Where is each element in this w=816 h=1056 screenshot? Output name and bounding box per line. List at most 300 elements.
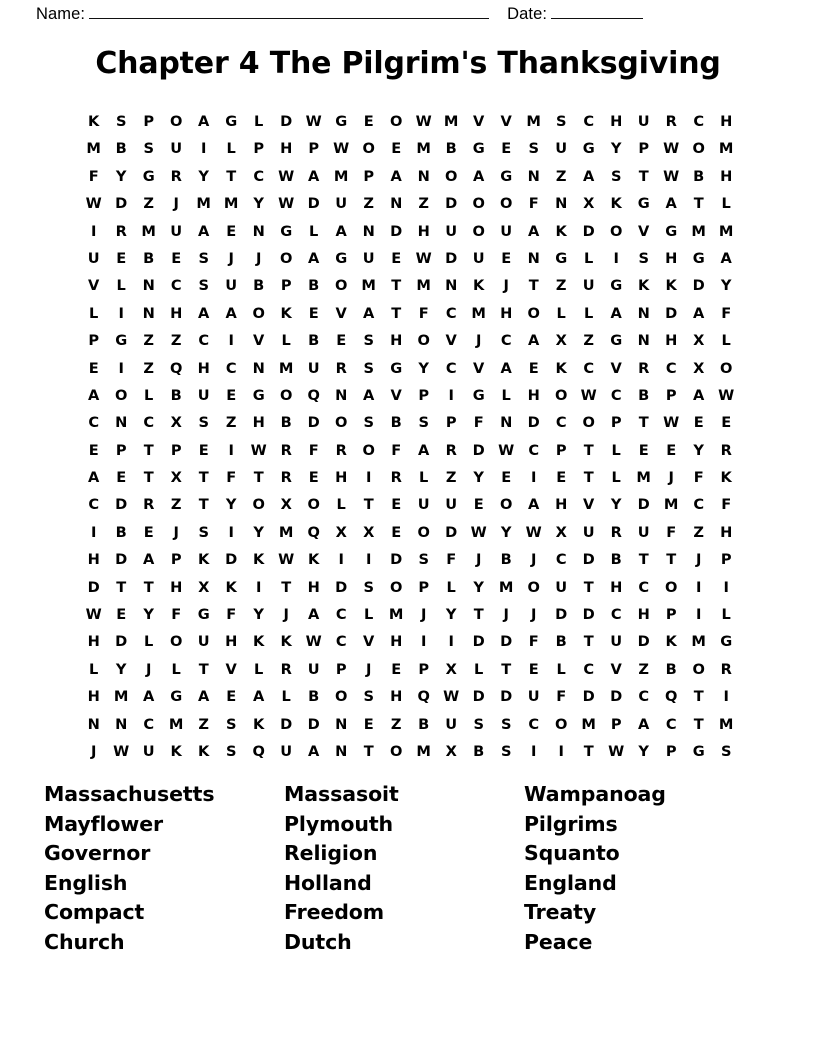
grid-cell[interactable]: L: [254, 113, 264, 130]
grid-cell[interactable]: H: [610, 113, 623, 130]
grid-cell[interactable]: C: [583, 660, 595, 678]
grid-cell[interactable]: N: [252, 222, 265, 240]
grid-cell[interactable]: D: [390, 222, 403, 240]
grid-cell[interactable]: K: [88, 113, 100, 130]
grid-cell[interactable]: D: [582, 222, 595, 240]
grid-cell[interactable]: T: [116, 578, 127, 596]
grid-cell[interactable]: W: [608, 742, 625, 760]
grid-cell[interactable]: N: [142, 277, 155, 295]
grid-cell[interactable]: C: [143, 715, 155, 733]
grid-cell[interactable]: T: [391, 304, 402, 322]
grid-cell[interactable]: V: [500, 113, 512, 130]
grid-cell[interactable]: O: [554, 386, 568, 404]
grid-cell[interactable]: W: [498, 441, 515, 459]
grid-cell[interactable]: O: [692, 660, 705, 678]
grid-cell[interactable]: W: [85, 195, 102, 213]
grid-cell[interactable]: C: [225, 359, 237, 377]
grid-cell[interactable]: W: [278, 167, 295, 185]
grid-cell[interactable]: U: [170, 140, 183, 158]
grid-cell[interactable]: N: [445, 277, 458, 295]
grid-cell[interactable]: Y: [610, 140, 622, 158]
grid-cell[interactable]: T: [363, 496, 374, 514]
grid-cell[interactable]: D: [225, 551, 238, 569]
grid-cell[interactable]: E: [143, 523, 154, 541]
grid-cell[interactable]: L: [336, 496, 346, 514]
grid-cell[interactable]: G: [252, 386, 265, 404]
grid-cell[interactable]: W: [250, 441, 267, 459]
grid-cell[interactable]: P: [115, 441, 127, 459]
grid-cell[interactable]: J: [173, 523, 179, 541]
word-list-item[interactable]: Church: [44, 929, 125, 954]
grid-cell[interactable]: T: [638, 167, 649, 185]
grid-cell[interactable]: M: [113, 688, 129, 706]
grid-cell[interactable]: E: [556, 469, 567, 487]
grid-cell[interactable]: C: [500, 332, 512, 350]
grid-cell[interactable]: O: [279, 386, 293, 404]
grid-cell[interactable]: A: [308, 249, 320, 267]
grid-cell[interactable]: C: [170, 277, 182, 295]
grid-cell[interactable]: D: [582, 688, 595, 706]
grid-cell[interactable]: K: [170, 742, 182, 760]
grid-cell[interactable]: M: [691, 222, 706, 240]
grid-cell[interactable]: A: [308, 167, 320, 185]
grid-cell[interactable]: R: [390, 469, 402, 487]
grid-cell[interactable]: U: [225, 277, 238, 295]
grid-cell[interactable]: O: [664, 578, 678, 596]
grid-cell[interactable]: J: [530, 606, 537, 624]
grid-cell[interactable]: O: [169, 633, 183, 651]
grid-cell[interactable]: Z: [143, 195, 154, 213]
grid-cell[interactable]: S: [363, 359, 374, 377]
grid-cell[interactable]: O: [444, 167, 458, 185]
grid-cell[interactable]: Y: [418, 359, 429, 377]
grid-cell[interactable]: E: [336, 332, 347, 350]
grid-cell[interactable]: G: [225, 113, 238, 130]
grid-cell[interactable]: K: [225, 578, 237, 596]
grid-cell[interactable]: A: [143, 688, 155, 706]
grid-cell[interactable]: H: [720, 113, 733, 130]
grid-cell[interactable]: D: [445, 195, 458, 213]
grid-cell[interactable]: A: [198, 688, 210, 706]
grid-cell[interactable]: A: [500, 359, 512, 377]
grid-cell[interactable]: B: [610, 551, 622, 569]
grid-cell[interactable]: D: [390, 551, 403, 569]
grid-cell[interactable]: V: [363, 633, 375, 651]
grid-cell[interactable]: X: [363, 523, 375, 541]
grid-cell[interactable]: M: [691, 633, 706, 651]
grid-cell[interactable]: W: [525, 523, 542, 541]
grid-cell[interactable]: C: [583, 113, 595, 130]
grid-cell[interactable]: E: [638, 441, 649, 459]
grid-cell[interactable]: D: [87, 578, 100, 596]
grid-cell[interactable]: W: [470, 523, 487, 541]
grid-cell[interactable]: Y: [473, 578, 484, 596]
grid-cell[interactable]: D: [307, 195, 320, 213]
grid-cell[interactable]: L: [556, 660, 566, 678]
grid-cell[interactable]: X: [445, 742, 457, 760]
grid-cell[interactable]: G: [335, 249, 348, 267]
grid-cell[interactable]: Y: [500, 523, 512, 541]
grid-cell[interactable]: K: [253, 551, 265, 569]
grid-cell[interactable]: Z: [638, 660, 649, 678]
grid-cell[interactable]: E: [528, 359, 539, 377]
grid-cell[interactable]: B: [638, 386, 650, 404]
grid-cell[interactable]: N: [362, 222, 375, 240]
grid-cell[interactable]: F: [528, 633, 539, 651]
grid-cell[interactable]: A: [225, 304, 237, 322]
grid-cell[interactable]: W: [580, 386, 597, 404]
grid-cell[interactable]: S: [418, 551, 429, 569]
grid-cell[interactable]: S: [363, 414, 374, 432]
grid-cell[interactable]: C: [143, 414, 155, 432]
grid-cell[interactable]: L: [309, 222, 319, 240]
grid-cell[interactable]: E: [226, 688, 237, 706]
grid-cell[interactable]: C: [528, 715, 540, 733]
grid-cell[interactable]: Y: [198, 167, 209, 185]
grid-cell[interactable]: I: [558, 742, 564, 760]
grid-cell[interactable]: O: [389, 742, 403, 760]
grid-cell[interactable]: O: [692, 140, 705, 158]
grid-cell[interactable]: U: [582, 523, 595, 541]
word-search-grid[interactable]: [80, 108, 740, 765]
word-list-item[interactable]: Wampanoag: [524, 782, 666, 806]
grid-cell[interactable]: G: [472, 140, 485, 158]
grid-cell[interactable]: F: [391, 441, 402, 459]
grid-cell[interactable]: L: [584, 304, 594, 322]
grid-cell[interactable]: W: [278, 551, 295, 569]
grid-cell[interactable]: M: [141, 222, 156, 240]
grid-cell[interactable]: H: [87, 551, 100, 569]
grid-cell[interactable]: Y: [225, 496, 237, 514]
grid-cell[interactable]: Z: [555, 277, 567, 295]
grid-cell[interactable]: T: [638, 414, 649, 432]
grid-cell[interactable]: T: [198, 469, 209, 487]
grid-cell[interactable]: L: [556, 304, 566, 322]
grid-cell[interactable]: B: [253, 277, 265, 295]
grid-cell[interactable]: P: [170, 441, 182, 459]
grid-cell[interactable]: G: [610, 277, 623, 295]
grid-cell[interactable]: K: [198, 742, 210, 760]
grid-cell[interactable]: U: [307, 660, 320, 678]
grid-cell[interactable]: O: [362, 140, 375, 158]
grid-cell[interactable]: F: [473, 414, 484, 432]
grid-cell[interactable]: B: [390, 414, 402, 432]
grid-cell[interactable]: B: [115, 523, 127, 541]
grid-cell[interactable]: Z: [170, 332, 182, 350]
grid-cell[interactable]: O: [307, 496, 320, 514]
grid-cell[interactable]: M: [278, 523, 294, 541]
grid-cell[interactable]: U: [500, 222, 513, 240]
grid-cell[interactable]: N: [417, 167, 430, 185]
grid-cell[interactable]: A: [473, 167, 485, 185]
date-write-line[interactable]: [551, 4, 643, 19]
grid-cell[interactable]: W: [278, 195, 295, 213]
grid-cell[interactable]: U: [445, 222, 458, 240]
grid-cell[interactable]: J: [503, 277, 509, 295]
grid-cell[interactable]: H: [637, 606, 650, 624]
grid-cell[interactable]: A: [390, 167, 402, 185]
grid-cell[interactable]: W: [663, 414, 680, 432]
grid-cell[interactable]: M: [718, 222, 734, 240]
grid-cell[interactable]: G: [335, 113, 348, 130]
grid-cell[interactable]: A: [638, 715, 650, 733]
grid-cell[interactable]: B: [500, 551, 512, 569]
grid-cell[interactable]: I: [448, 633, 454, 651]
grid-cell[interactable]: E: [391, 140, 402, 158]
grid-cell[interactable]: L: [584, 249, 594, 267]
grid-cell[interactable]: U: [307, 359, 320, 377]
grid-cell[interactable]: M: [361, 277, 376, 295]
grid-cell[interactable]: S: [500, 715, 512, 733]
grid-cell[interactable]: B: [473, 742, 485, 760]
grid-cell[interactable]: P: [280, 277, 292, 295]
grid-cell[interactable]: M: [333, 167, 349, 185]
grid-cell[interactable]: I: [613, 249, 619, 267]
grid-cell[interactable]: R: [170, 167, 182, 185]
grid-cell[interactable]: D: [582, 551, 595, 569]
grid-cell[interactable]: P: [253, 140, 265, 158]
grid-cell[interactable]: U: [142, 742, 155, 760]
grid-cell[interactable]: B: [665, 660, 677, 678]
grid-cell[interactable]: H: [307, 578, 320, 596]
grid-cell[interactable]: B: [555, 633, 567, 651]
grid-cell[interactable]: U: [610, 633, 623, 651]
grid-cell[interactable]: T: [198, 496, 209, 514]
grid-cell[interactable]: C: [253, 167, 265, 185]
grid-cell[interactable]: D: [527, 414, 540, 432]
grid-cell[interactable]: I: [695, 606, 702, 624]
grid-cell[interactable]: J: [420, 606, 427, 624]
grid-cell[interactable]: U: [197, 633, 210, 651]
grid-cell[interactable]: E: [391, 523, 402, 541]
grid-cell[interactable]: P: [170, 551, 182, 569]
grid-cell[interactable]: F: [556, 688, 567, 706]
grid-cell[interactable]: T: [638, 551, 649, 569]
grid-cell[interactable]: R: [335, 441, 347, 459]
grid-cell[interactable]: P: [418, 386, 430, 404]
grid-cell[interactable]: R: [720, 441, 732, 459]
grid-cell[interactable]: B: [308, 277, 320, 295]
grid-cell[interactable]: C: [638, 578, 650, 596]
grid-cell[interactable]: M: [86, 140, 101, 158]
grid-cell[interactable]: J: [283, 606, 289, 624]
grid-cell[interactable]: P: [143, 113, 155, 130]
grid-cell[interactable]: E: [501, 249, 512, 267]
grid-cell[interactable]: G: [692, 742, 705, 760]
grid-cell[interactable]: N: [115, 715, 128, 733]
grid-cell[interactable]: L: [171, 660, 181, 678]
grid-cell[interactable]: W: [415, 113, 432, 130]
grid-cell[interactable]: O: [609, 222, 623, 240]
grid-cell[interactable]: D: [472, 688, 485, 706]
grid-cell[interactable]: R: [665, 113, 677, 130]
grid-cell[interactable]: P: [610, 414, 622, 432]
grid-cell[interactable]: K: [308, 551, 320, 569]
grid-cell[interactable]: V: [335, 304, 347, 322]
grid-cell[interactable]: E: [473, 496, 484, 514]
grid-cell[interactable]: Z: [225, 414, 237, 432]
grid-cell[interactable]: A: [528, 222, 540, 240]
grid-cell[interactable]: K: [638, 277, 650, 295]
grid-cell[interactable]: Q: [307, 386, 320, 404]
grid-cell[interactable]: K: [253, 633, 265, 651]
grid-cell[interactable]: X: [555, 523, 567, 541]
grid-cell[interactable]: O: [169, 113, 183, 130]
grid-cell[interactable]: I: [118, 304, 124, 322]
grid-cell[interactable]: S: [198, 523, 209, 541]
grid-cell[interactable]: E: [116, 606, 127, 624]
grid-cell[interactable]: H: [527, 386, 540, 404]
grid-cell[interactable]: V: [225, 660, 237, 678]
grid-cell[interactable]: V: [445, 332, 457, 350]
grid-cell[interactable]: M: [718, 140, 734, 158]
grid-cell[interactable]: J: [668, 469, 674, 487]
grid-cell[interactable]: D: [637, 496, 650, 514]
grid-cell[interactable]: M: [526, 113, 541, 130]
grid-cell[interactable]: L: [721, 606, 731, 624]
grid-cell[interactable]: F: [88, 167, 99, 185]
grid-cell[interactable]: G: [472, 386, 485, 404]
grid-cell[interactable]: Y: [253, 195, 264, 213]
grid-cell[interactable]: I: [228, 332, 234, 350]
grid-cell[interactable]: O: [279, 249, 293, 267]
grid-cell[interactable]: U: [445, 715, 458, 733]
grid-cell[interactable]: T: [473, 606, 484, 624]
grid-cell[interactable]: K: [473, 277, 485, 295]
grid-cell[interactable]: O: [582, 414, 595, 432]
grid-cell[interactable]: V: [88, 277, 100, 295]
grid-cell[interactable]: T: [391, 277, 402, 295]
grid-cell[interactable]: M: [443, 113, 459, 130]
grid-cell[interactable]: D: [445, 249, 458, 267]
word-list-item[interactable]: Treaty: [524, 900, 597, 925]
grid-cell[interactable]: F: [666, 523, 677, 541]
grid-cell[interactable]: H: [197, 359, 210, 377]
grid-cell[interactable]: B: [170, 386, 182, 404]
grid-cell[interactable]: X: [583, 195, 595, 213]
grid-cell[interactable]: J: [475, 551, 482, 569]
grid-cell[interactable]: T: [583, 441, 594, 459]
grid-cell[interactable]: O: [114, 386, 128, 404]
grid-cell[interactable]: W: [305, 113, 322, 130]
grid-cell[interactable]: G: [692, 249, 705, 267]
grid-cell[interactable]: M: [196, 195, 211, 213]
grid-cell[interactable]: W: [333, 140, 350, 158]
grid-cell[interactable]: E: [501, 469, 512, 487]
grid-cell[interactable]: W: [113, 742, 130, 760]
word-list-item[interactable]: Pilgrims: [524, 811, 618, 836]
grid-cell[interactable]: T: [583, 578, 594, 596]
grid-cell[interactable]: H: [170, 578, 183, 596]
grid-cell[interactable]: P: [638, 140, 650, 158]
grid-cell[interactable]: N: [115, 414, 128, 432]
grid-cell[interactable]: O: [499, 195, 513, 213]
grid-cell[interactable]: S: [198, 414, 209, 432]
grid-cell[interactable]: N: [142, 304, 155, 322]
grid-cell[interactable]: O: [334, 277, 348, 295]
grid-cell[interactable]: E: [363, 113, 374, 130]
grid-cell[interactable]: N: [527, 249, 540, 267]
grid-cell[interactable]: I: [228, 523, 234, 541]
grid-cell[interactable]: J: [475, 332, 482, 350]
grid-cell[interactable]: Y: [610, 496, 622, 514]
grid-cell[interactable]: C: [555, 551, 567, 569]
grid-cell[interactable]: T: [226, 167, 237, 185]
grid-cell[interactable]: N: [527, 167, 540, 185]
grid-cell[interactable]: M: [278, 359, 294, 377]
grid-cell[interactable]: S: [720, 742, 732, 760]
grid-cell[interactable]: H: [500, 304, 513, 322]
grid-cell[interactable]: J: [695, 551, 702, 569]
grid-cell[interactable]: N: [87, 715, 100, 733]
grid-cell[interactable]: C: [638, 688, 650, 706]
word-list-item[interactable]: English: [44, 870, 128, 895]
grid-cell[interactable]: R: [638, 359, 650, 377]
grid-cell[interactable]: E: [501, 140, 512, 158]
grid-cell[interactable]: O: [499, 496, 513, 514]
grid-cell[interactable]: Y: [693, 441, 704, 459]
grid-cell[interactable]: I: [200, 140, 207, 158]
grid-cell[interactable]: C: [528, 441, 540, 459]
grid-cell[interactable]: E: [528, 660, 539, 678]
grid-cell[interactable]: A: [253, 688, 265, 706]
grid-cell[interactable]: H: [665, 332, 678, 350]
word-list-item[interactable]: Freedom: [284, 900, 385, 925]
grid-cell[interactable]: V: [610, 660, 622, 678]
name-write-line[interactable]: [89, 4, 489, 19]
grid-cell[interactable]: N: [637, 304, 650, 322]
grid-cell[interactable]: G: [142, 167, 155, 185]
grid-cell[interactable]: X: [555, 332, 567, 350]
grid-cell[interactable]: C: [88, 496, 100, 514]
grid-cell[interactable]: D: [500, 633, 513, 651]
grid-cell[interactable]: C: [445, 359, 457, 377]
grid-cell[interactable]: P: [418, 660, 430, 678]
grid-cell[interactable]: O: [417, 332, 430, 350]
grid-cell[interactable]: R: [720, 660, 732, 678]
grid-cell[interactable]: X: [198, 578, 210, 596]
grid-cell[interactable]: M: [416, 140, 431, 158]
grid-cell[interactable]: I: [448, 386, 454, 404]
grid-cell[interactable]: I: [695, 578, 702, 596]
grid-cell[interactable]: R: [280, 469, 292, 487]
grid-cell[interactable]: L: [721, 332, 731, 350]
grid-cell[interactable]: K: [610, 195, 622, 213]
grid-cell[interactable]: P: [720, 551, 732, 569]
grid-cell[interactable]: I: [723, 688, 729, 706]
grid-cell[interactable]: X: [280, 496, 292, 514]
grid-cell[interactable]: A: [720, 249, 732, 267]
grid-cell[interactable]: L: [721, 195, 731, 213]
grid-cell[interactable]: F: [226, 469, 237, 487]
grid-cell[interactable]: U: [170, 222, 183, 240]
grid-cell[interactable]: J: [228, 249, 234, 267]
grid-cell[interactable]: L: [281, 688, 291, 706]
grid-cell[interactable]: A: [528, 496, 540, 514]
grid-cell[interactable]: N: [335, 742, 348, 760]
grid-cell[interactable]: Y: [445, 606, 457, 624]
grid-cell[interactable]: P: [610, 715, 622, 733]
grid-cell[interactable]: N: [555, 195, 568, 213]
grid-cell[interactable]: L: [89, 304, 99, 322]
grid-cell[interactable]: J: [530, 551, 537, 569]
word-list-item[interactable]: Massachusetts: [44, 782, 215, 806]
grid-cell[interactable]: Y: [143, 606, 154, 624]
grid-cell[interactable]: B: [143, 249, 155, 267]
grid-cell[interactable]: V: [390, 386, 402, 404]
grid-cell[interactable]: B: [418, 715, 430, 733]
grid-cell[interactable]: J: [173, 195, 179, 213]
